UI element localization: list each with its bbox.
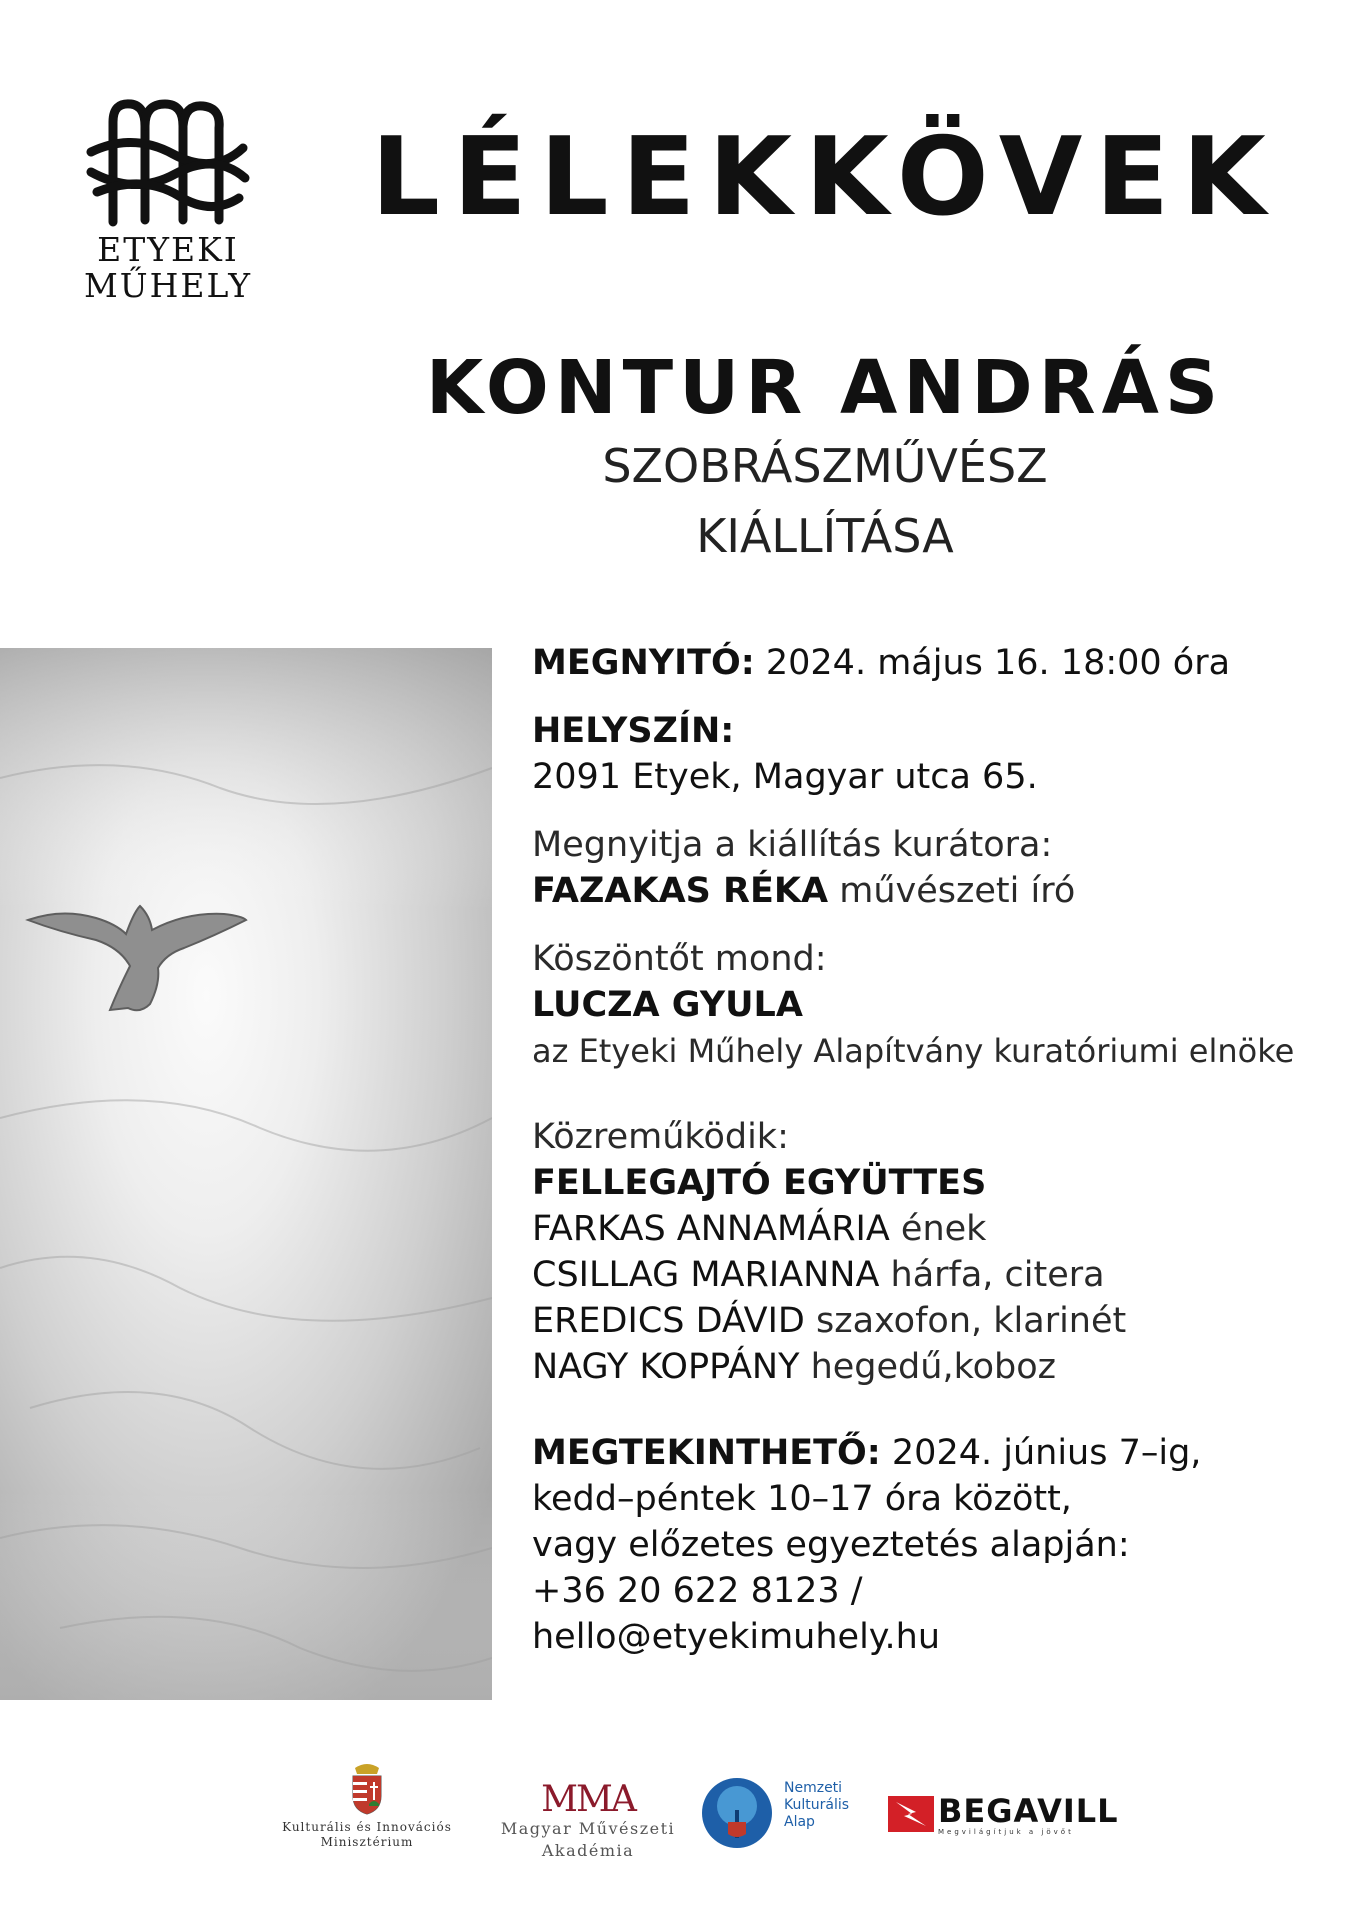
ministry-logo xyxy=(262,1760,472,1850)
curator-role: művészeti író xyxy=(828,871,1076,911)
nka-logo xyxy=(700,1776,860,1856)
event-details xyxy=(532,640,1342,1660)
nka-name-line3: Alap xyxy=(784,1814,815,1830)
lightning-bolt-icon xyxy=(886,1794,936,1834)
contact-email[interactable]: hello@etyekimuhely.hu xyxy=(532,1617,941,1657)
mma-name-line1: Magyar Művészeti xyxy=(500,1819,676,1838)
sponsor-logos xyxy=(0,1760,1357,1880)
monogram-icon xyxy=(83,92,253,232)
logo-text-line2: MŰHELY xyxy=(83,266,253,305)
performer-role: ének xyxy=(889,1209,987,1249)
performer-role: szaxofon, klarinét xyxy=(804,1301,1127,1341)
greeting-name: LUCZA GYULA xyxy=(532,985,803,1025)
ministry-name-line1: Kulturális és Innovációs xyxy=(282,1820,452,1834)
viewing-label: MEGTEKINTHETŐ: xyxy=(532,1433,881,1473)
mma-logo xyxy=(488,1779,688,1862)
ministry-name-line2: Minisztérium xyxy=(320,1835,414,1849)
mma-mark: MMA xyxy=(541,1779,635,1820)
sculpture-photo xyxy=(0,648,492,1700)
curator-line xyxy=(532,868,1342,914)
opening-label: MEGNYITÓ: xyxy=(532,643,755,683)
performer-name: EREDICS DÁVID xyxy=(532,1301,805,1341)
etyeki-muhely-logo xyxy=(78,92,258,322)
mma-name-line2: Akadémia xyxy=(541,1841,635,1860)
viewing-line xyxy=(532,1430,1342,1476)
curator-name: FAZAKAS RÉKA xyxy=(532,871,829,911)
hungarian-coat-of-arms-icon xyxy=(347,1760,387,1816)
logo-text-line1: ETYEKI xyxy=(97,230,239,269)
begavill-logo xyxy=(886,1792,1119,1852)
curator-intro: Megnyitja a kiállítás kurátora: xyxy=(532,825,1053,865)
opening-value: 2024. május 16. 18:00 óra xyxy=(754,643,1231,683)
opening-line xyxy=(532,640,1342,686)
performer-row xyxy=(532,1206,1342,1252)
performer-role: hárfa, citera xyxy=(879,1255,1105,1295)
performers-intro: Közreműködik: xyxy=(532,1117,789,1157)
begavill-name: BEGAVILL xyxy=(938,1792,1119,1830)
performer-role: hegedű,koboz xyxy=(799,1347,1057,1387)
performer-row xyxy=(532,1344,1342,1390)
begavill-slogan: Megvilágítjuk a jövőt xyxy=(938,1828,1074,1836)
greeting-role: az Etyeki Műhely Alapítvány kuratóriumi elnöke xyxy=(532,1032,1295,1070)
nka-tree-icon xyxy=(700,1776,774,1850)
marble-bird-image xyxy=(0,648,492,1700)
performer-name: CSILLAG MARIANNA xyxy=(532,1255,880,1295)
viewing-value: 2024. június 7–ig, xyxy=(880,1433,1202,1473)
viewing-appointment: vagy előzetes egyeztetés alapján: xyxy=(532,1525,1130,1565)
exhibition-title: LÉLEKKÖVEK xyxy=(371,115,1279,240)
performer-name: NAGY KOPPÁNY xyxy=(532,1347,800,1387)
viewing-hours: kedd–péntek 10–17 óra között, xyxy=(532,1479,1072,1519)
performer-name: FARKAS ANNAMÁRIA xyxy=(532,1209,890,1249)
nka-name-line2: Kulturális xyxy=(784,1797,850,1813)
contact-phone[interactable]: +36 20 622 8123 / xyxy=(532,1571,863,1611)
performers-group: FELLEGAJTÓ EGYÜTTES xyxy=(532,1163,987,1203)
exhibition-label: KIÁLLÍTÁSA xyxy=(696,509,954,563)
artist-profession: SZOBRÁSZMŰVÉSZ xyxy=(602,439,1048,493)
greeting-intro: Köszöntőt mond: xyxy=(532,939,827,979)
performer-row xyxy=(532,1298,1342,1344)
venue-value: 2091 Etyek, Magyar utca 65. xyxy=(532,757,1038,797)
nka-name-line1: Nemzeti xyxy=(784,1780,843,1796)
venue-label: HELYSZÍN: xyxy=(532,711,735,751)
performer-row xyxy=(532,1252,1342,1298)
artist-name: KONTUR ANDRÁS xyxy=(425,345,1225,431)
